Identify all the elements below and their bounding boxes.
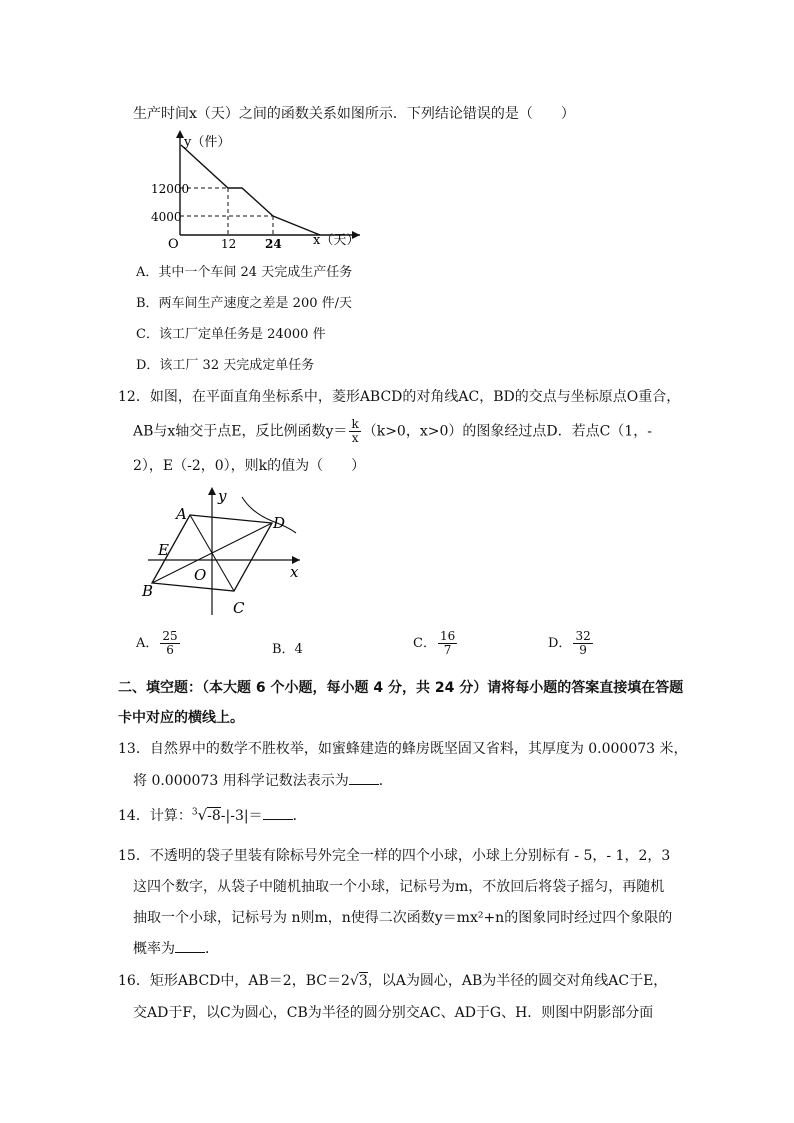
q11-graph-curve: [181, 145, 320, 235]
q11-x-tick-12: 12: [221, 237, 237, 251]
section2-heading-line2: 卡中对应的横线上。: [118, 710, 244, 726]
q14-root-index: 3: [191, 807, 198, 818]
q12-option-c-den: 7: [443, 643, 452, 657]
q12-label-d: D: [273, 514, 286, 532]
q12-frac-num: k: [351, 417, 359, 431]
q11-graph: [151, 125, 365, 252]
q12-line3: 2），E（-2，0），则k的值为（ ）: [133, 458, 366, 474]
q12-option-d-letter: D．: [548, 636, 572, 651]
q12-label-e: E: [158, 541, 169, 559]
q13-line2-end: ．: [378, 773, 393, 789]
q12-option-a-num: 25: [162, 629, 178, 643]
q14-line: 14．计算：$^3$√-8-|-3|＝ ．: [118, 806, 307, 824]
q11-option-c: C．该工厂定单任务是 24000 件: [136, 327, 326, 342]
q12-label-o: O: [194, 566, 207, 584]
q15-answer-blank[interactable]: [175, 940, 205, 953]
q15-line3: 抽取一个小球，记标号为 n则m，n使得二次函数y＝mx²+n的图象同时经过四个象限的: [133, 910, 673, 926]
q12-option-a: [136, 630, 182, 657]
q12-option-d-den: 9: [579, 643, 587, 657]
q11-y-tick-4000: 4000: [151, 210, 182, 224]
q15-line1: 15．不透明的袋子里装有除标号外完全一样的四个小球，小球上分别标有 - 5，- 1，2，3: [118, 848, 671, 864]
q13-line2: [133, 770, 393, 790]
q12-frac-den: x: [351, 431, 359, 445]
q11-option-d: D．该工厂 32 天完成定单任务: [136, 358, 315, 373]
q12-line2-post: （k>0，x>0）的图象经过点D．若点C（1，-: [362, 423, 652, 440]
q11-option-b: B．两车间生产速度之差是 200 件/天: [136, 296, 353, 311]
q12-option-a-letter: A．: [136, 636, 159, 651]
q12-option-c: [413, 630, 459, 657]
q12-line2-pre: AB与x轴交于点E，反比例函数y＝: [133, 423, 348, 440]
q12-option-d-num: 32: [575, 629, 591, 643]
q12-figure: [140, 485, 310, 620]
q12-line1: 12．如图，在平面直角坐标系中，菱形ABCD的对角线AC，BD的交点与坐标原点O重合，: [118, 389, 681, 405]
q14-rest: -|-3|＝: [220, 808, 263, 824]
q16-line1-post: ，以A为圆心，AB为半径的圆交对角线AC于E，: [367, 973, 668, 989]
section2-heading-line1: 二、填空题：（本大题 6 个小题，每小题 4 分，共 24 分）请将每小题的答案直接填在答题: [118, 680, 684, 696]
q15-line4-end: ．: [205, 941, 219, 957]
q13-line1: 13．自然界中的数学不胜枚举，如蜜蜂建造的蜂房既坚固又省料，其厚度为 0.000073 米，: [118, 741, 688, 757]
q11-y-tick-12000: 12000: [151, 182, 190, 196]
q12-label-x: x: [290, 563, 299, 581]
q13-answer-blank[interactable]: [349, 772, 379, 785]
q12-option-c-num: 16: [439, 629, 456, 643]
q12-label-y: y: [218, 487, 227, 505]
q11-y-label: y（件）: [184, 135, 231, 150]
q12-option-b: B．4: [272, 642, 303, 657]
q12-label-a: A: [176, 505, 187, 523]
q11-x-label: x（天）: [313, 233, 360, 248]
q11-x-tick-24: 24: [265, 237, 282, 251]
q12-label-c: C: [233, 599, 245, 617]
q16-line1-pre: 16．矩形ABCD中，AB＝2，BC＝2: [118, 973, 350, 989]
q15-line4-text: 概率为: [133, 941, 175, 957]
q12-line2: [133, 418, 652, 445]
q16-line2: 交AD于F，以C为圆心，CB为半径的圆分别交AC、AD于G、H．则图中阴影部分面: [133, 1005, 654, 1021]
q11-stem-tail: 生产时间x（天）之间的函数关系如图所示．下列结论错误的是（ ）: [133, 106, 575, 122]
q12-fraction: [349, 418, 360, 445]
q14-prefix: 14．计算：: [118, 808, 192, 824]
q15-line4: [133, 938, 219, 958]
q14-radicand: -8: [207, 808, 221, 824]
q16-line1-radicand: 3: [358, 973, 368, 989]
q14-answer-blank[interactable]: [263, 807, 293, 820]
q14-end: ．: [292, 808, 307, 824]
q12-option-d: [548, 630, 595, 657]
q16-line1: 16．矩形ABCD中，AB＝2，BC＝2√3，以A为圆心，AB为半径的圆交对角线AC于E，: [118, 973, 668, 989]
q11-origin: O: [168, 237, 179, 252]
q12-option-a-den: 6: [166, 643, 174, 657]
q12-label-b: B: [142, 582, 154, 600]
q11-option-a: A．其中一个车间 24 天完成生产任务: [136, 265, 353, 280]
q13-line2-text: 将 0.000073 用科学记数法表示为: [133, 773, 349, 789]
q15-line2: 这四个数字，从袋子中随机抽取一个小球，记标号为m，不放回后将袋子摇匀，再随机: [133, 879, 665, 895]
q12-option-c-letter: C．: [413, 636, 436, 651]
